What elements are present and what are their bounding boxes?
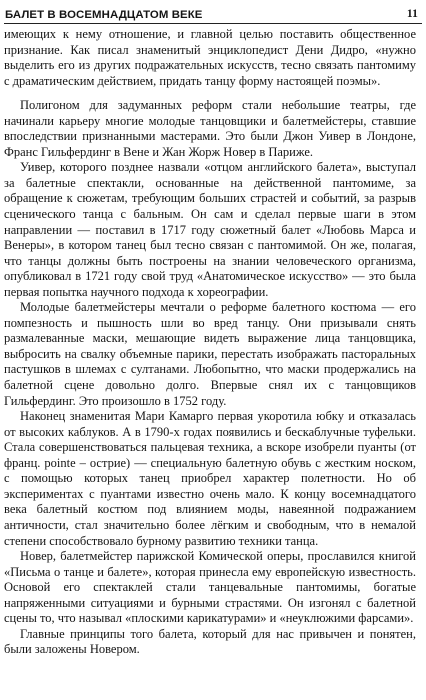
paragraph: Главные принципы того балета, который для нас привычен и понятен, были заложены Новером.: [4, 626, 416, 657]
paragraph: Уивер, которого позднее назвали «отцом английского балета», выступал за балетные спектакли, основанные на действенной пантомиме, за обращение к сюжетам, требующим больших страстей и событий, за разрыв сценического танца с бальным. Он сам и сделал первые шаги в этом направлении — поставил в 1717 году сюжетный балет «Любовь Марса и Венеры», в котором танец был тесно связан с пантомимой. Он же, полагая, что танцы должны быть построены на знании человеческого организма, опубликовал в 1721 году свой труд «Анатомическое искусство» — это была первая попытка научного подхода к хореографии.: [4, 160, 416, 299]
paragraph: Наконец знаменитая Мари Камарго первая укоротила юбку и отказалась от высоких каблуков. А в 1790-х годах появились и бескаблучные туфельки. Стала совершенствоваться пальцевая техника, а вскоре изобрели пуанты (от франц. pointe – острие) — специальную балетную обувь с жестким носком, с помощью которых танец приобрел характер полетности. Но об экспериментах с пуантами известно очень мало. К концу восемнадцатого века балетный костюм под влиянием моды, навеянной подражанием античности, стал значительно более лёгким и свободным, что в немалой степени способствовало бурному развитию техники танца.: [4, 409, 416, 548]
paragraph-continuation: имеющих к нему отношение, и главной целью поставить общественное признание. Как писал знаменитый энциклопедист Дени Дидро, «нужно выделить его из других подражательных искусств, тесно связать пантомиму с драматическим действием, придать танцу форму настоящей поэмы».: [4, 27, 416, 88]
paragraph: Молодые балетмейстеры мечтали о реформе балетного костюма — его помпезность и пышность шли во вред танцу. Они призывали снять размалеванные маски, мешающие видеть выражение лица танцовщика, выбросить на свалку объемные парики, перестать изображать пасторальных пастушков в шлемах с султанами. Любопытно, что маски продержались на балетной сцене довольно долго. Впервые снял их с танцовщиков Гильфердинг. Это произошло в 1752 году.: [4, 300, 416, 408]
running-header: [4, 5, 422, 24]
book-page: [4, 5, 422, 695]
page-number: 11: [406, 8, 418, 20]
body-text: [4, 27, 422, 658]
chapter-title: БАЛЕТ В ВОСЕМНАДЦАТОМ ВЕКЕ: [5, 9, 203, 21]
paragraph: Полигоном для задуманных реформ стали небольшие театры, где начинали карьеру многие молодые танцовщики и балетмейстеры, ставшие впоследствии признанными мастерами. Это были Джон Уивер в Лондоне, Франс Гильфердинг в Вене и Жан Жорж Новер в Париже.: [4, 98, 416, 159]
paragraph: Новер, балетмейстер парижской Комической оперы, прославился книгой «Письма о танце и балете», которая принесла ему европейскую известность. Основой его спектаклей стали танцевальные пантомимы, богатые напряженными ситуациями и бурными страстями. Он изгонял с балетной сцены то, что называл «плоскими карикатурами» и «неуклюжими фарсами».: [4, 549, 416, 626]
